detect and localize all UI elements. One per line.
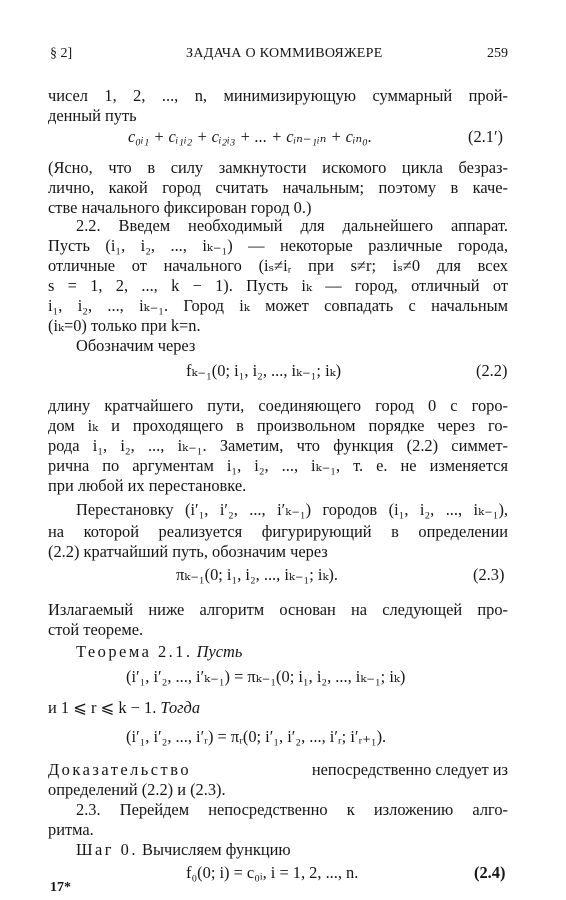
text-line: (Ясно, что в силу замкнутости искомого цикла безраз- bbox=[48, 158, 508, 177]
proof-line bbox=[48, 760, 508, 780]
formula-2-4: f₀(0; i) = c₀ᵢ, i = 1, 2, ..., n. bbox=[186, 863, 359, 882]
text-line: (iₖ=0) только при k=n. bbox=[48, 316, 201, 335]
text-line: Обозначим через bbox=[76, 336, 196, 355]
text-line: Излагаемый ниже алгоритм основан на следующей про- bbox=[48, 600, 508, 619]
page-number: 259 bbox=[487, 46, 508, 61]
then-word: Тогда bbox=[160, 698, 201, 717]
theorem-label: Теорема 2.1. bbox=[76, 642, 193, 661]
text-line: чисел 1, 2, ..., n, минимизирующую суммарный прой- bbox=[48, 86, 508, 105]
formula-2-2: fₖ₋₁(0; i₁, i₂, ..., iₖ₋₁; iₖ) bbox=[186, 361, 342, 380]
theorem-line bbox=[76, 642, 536, 662]
text-line: Перестановку (i′₁, i′₂, ..., i′ₖ₋₁) городов (i₁, i₂, ..., iₖ₋₁), bbox=[76, 500, 508, 519]
running-title: ЗАДАЧА О КОММИВОЯЖЕРЕ bbox=[186, 46, 383, 61]
step-label: Шаг 0. bbox=[76, 840, 138, 859]
signature-mark: 17* bbox=[50, 880, 71, 895]
equation-number: (2.2) bbox=[476, 361, 508, 380]
text-line: лично, какой город считать начальным; поэтому в каче- bbox=[48, 178, 508, 197]
text-line: при любой их перестановке. bbox=[48, 476, 247, 495]
theorem-condition bbox=[48, 698, 508, 718]
text-line: дом iₖ и проходящего в произвольном порядке через го- bbox=[48, 416, 508, 435]
text-line: отличные от начального (iₛ≠iᵣ при s≠r; iₛ≠0 для всех bbox=[48, 256, 508, 275]
equation-number: (2.1′) bbox=[468, 127, 503, 146]
text-line: определений (2.2) и (2.3). bbox=[48, 780, 226, 799]
theorem-formula-b: (i′₁, i′₂, ..., i′ᵣ) = πᵣ(0; i′₁, i′₂, ..., i′ᵣ; i′ᵣ₊₁). bbox=[126, 727, 387, 746]
equation-number: (2.3) bbox=[473, 565, 505, 584]
formula-2-3: πₖ₋₁(0; i₁, i₂, ..., iₖ₋₁; iₖ). bbox=[176, 565, 338, 584]
text-line: рична по аргументам i₁, i₂, ..., iₖ₋₁, т. е. не изменяется bbox=[48, 456, 508, 475]
text-line: стве начального фиксирован город 0.) bbox=[48, 198, 312, 217]
text-line: стой теореме. bbox=[48, 620, 144, 639]
text-line: длину кратчайшего пути, соединяющего город 0 с горо- bbox=[48, 396, 508, 415]
condition-text: и 1 ⩽ r ⩽ k − 1. bbox=[48, 698, 157, 717]
step-line bbox=[76, 840, 536, 860]
theorem-italic: Пусть bbox=[196, 642, 243, 661]
equation-number: (2.4) bbox=[474, 863, 506, 882]
section-marker: § 2] bbox=[50, 46, 73, 61]
text-line: Пусть (i₁, i₂, ..., iₖ₋₁) — некоторые различные города, bbox=[48, 236, 508, 255]
text-line: (2.2) кратчайший путь, обозначим через bbox=[48, 542, 328, 561]
text-line: на которой реализуется фигурирующий в определении bbox=[48, 522, 508, 541]
text-line: денный путь bbox=[48, 106, 137, 125]
proof-label: Доказательство bbox=[48, 760, 192, 779]
text-line: s = 1, 2, ..., k − 1). Пусть iₖ — город, отличный от bbox=[48, 276, 508, 295]
formula-2-1: c₀ᵢ₁ + cᵢ₁ᵢ₂ + cᵢ₂ᵢ₃ + ... + cᵢₙ₋₁ᵢₙ + cᵢₙ₀. bbox=[128, 127, 372, 146]
paragraph-heading-line: 2.2. Введем необходимый для дальнейшего аппарат. bbox=[76, 216, 508, 235]
proof-text: непосредственно следует из bbox=[311, 760, 508, 779]
text-line: i₁, i₂, ..., iₖ₋₁. Город iₖ может совпадать с начальным bbox=[48, 296, 508, 315]
text-line: рода i₁, i₂, ..., iₖ₋₁. Заметим, что функция (2.2) симмет- bbox=[48, 436, 508, 455]
paragraph-heading-line: 2.3. Перейдем непосредственно к изложению алго- bbox=[76, 800, 508, 819]
theorem-formula-a: (i′₁, i′₂, ..., i′ₖ₋₁) = πₖ₋₁(0; i₁, i₂, ..., iₖ₋₁; iₖ) bbox=[126, 667, 406, 686]
text-line: ритма. bbox=[48, 820, 94, 839]
step-text: Вычисляем функцию bbox=[142, 840, 291, 859]
